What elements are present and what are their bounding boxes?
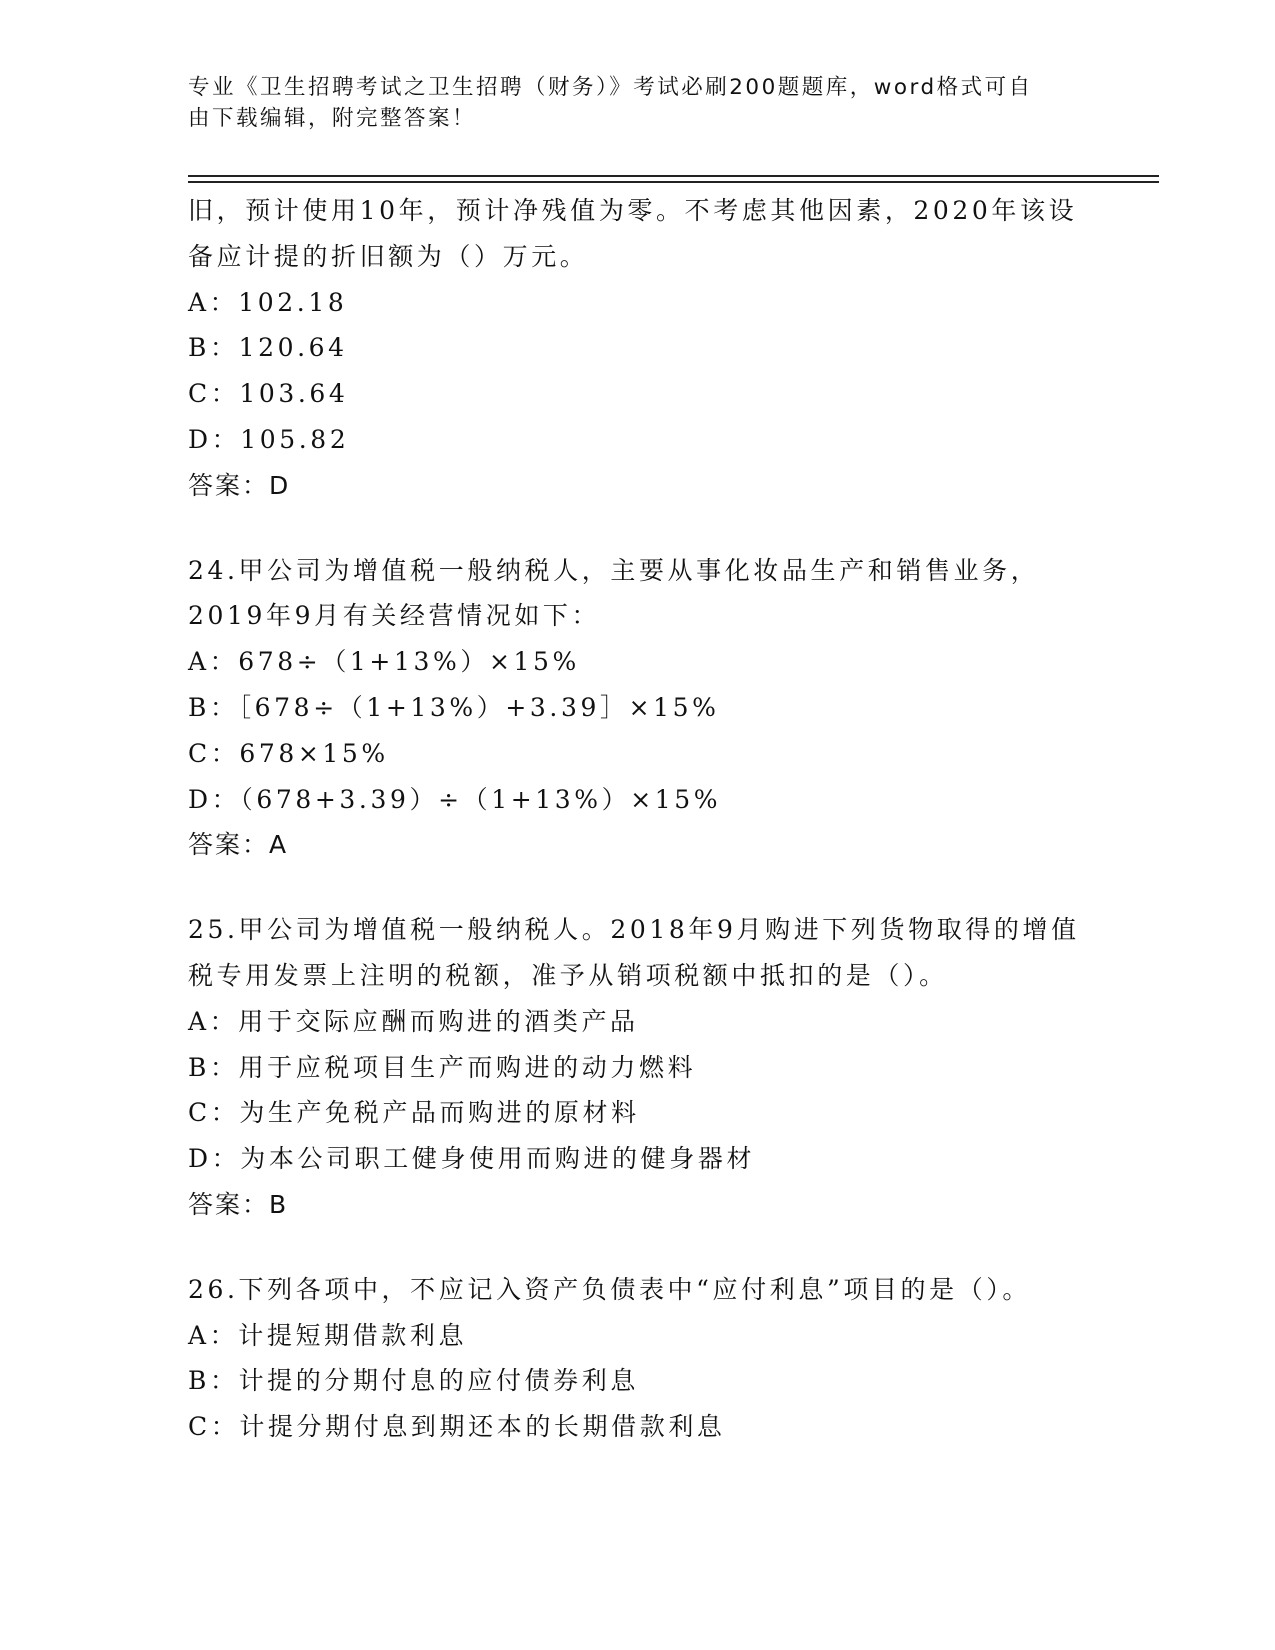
document-header <box>188 72 1088 134</box>
question-text: 2019年9月有关经营情况如下： <box>188 601 601 631</box>
option-a: A：计提短期借款利息 <box>188 1320 468 1350</box>
option-b: B：用于应税项目生产而购进的动力燃料 <box>188 1052 697 1082</box>
answer: 答案：A <box>188 830 289 860</box>
option-d: D：105.82 <box>188 424 350 454</box>
option-d: D：为本公司职工健身使用而购进的健身器材 <box>188 1144 756 1174</box>
question-list <box>188 188 1088 1450</box>
answer: 答案：B <box>188 1189 289 1219</box>
header-line-1: 专业《卫生招聘考试之卫生招聘（财务）》考试必刷200题题库，word格式可自 <box>188 75 1033 100</box>
option-c: C：为生产免税产品而购进的原材料 <box>188 1098 640 1128</box>
option-a: A：678÷（1+13%）×15% <box>188 647 580 677</box>
question-continuation <box>188 188 1088 509</box>
question-24 <box>188 548 1088 869</box>
question-text: 备应计提的折旧额为（）万元。 <box>188 241 589 271</box>
question-text: 25.甲公司为增值税一般纳税人。2018年9月购进下列货物取得的增值 <box>188 915 1080 945</box>
option-b: B：［678÷（1+13%）+3.39］×15% <box>188 692 720 722</box>
option-c: C：103.64 <box>188 379 349 409</box>
option-a: A：用于交际应酬而购进的酒类产品 <box>188 1006 639 1036</box>
header-divider-bottom <box>188 181 1159 183</box>
option-d: D：（678+3.39）÷（1+13%）×15% <box>188 784 722 814</box>
option-c: C：678×15% <box>188 738 389 768</box>
header-divider-top <box>188 175 1159 177</box>
header-line-2: 由下载编辑，附完整答案！ <box>188 106 477 131</box>
question-text: 24.甲公司为增值税一般纳税人，主要从事化妆品生产和销售业务， <box>188 555 1040 585</box>
question-25 <box>188 907 1088 1228</box>
question-text: 26.下列各项中，不应记入资产负债表中“应付利息”项目的是（）。 <box>188 1274 1032 1304</box>
option-b: B：120.64 <box>188 333 348 363</box>
option-a: A：102.18 <box>188 287 348 317</box>
question-26 <box>188 1267 1088 1450</box>
question-text: 旧，预计使用10年，预计净残值为零。不考虑其他因素，2020年该设 <box>188 196 1078 225</box>
answer: 答案：D <box>188 470 291 500</box>
option-c: C：计提分期付息到期还本的长期借款利息 <box>188 1412 726 1442</box>
question-text: 税专用发票上注明的税额，准予从销项税额中抵扣的是（）。 <box>188 960 948 990</box>
option-b: B：计提的分期付息的应付债券利息 <box>188 1366 639 1396</box>
